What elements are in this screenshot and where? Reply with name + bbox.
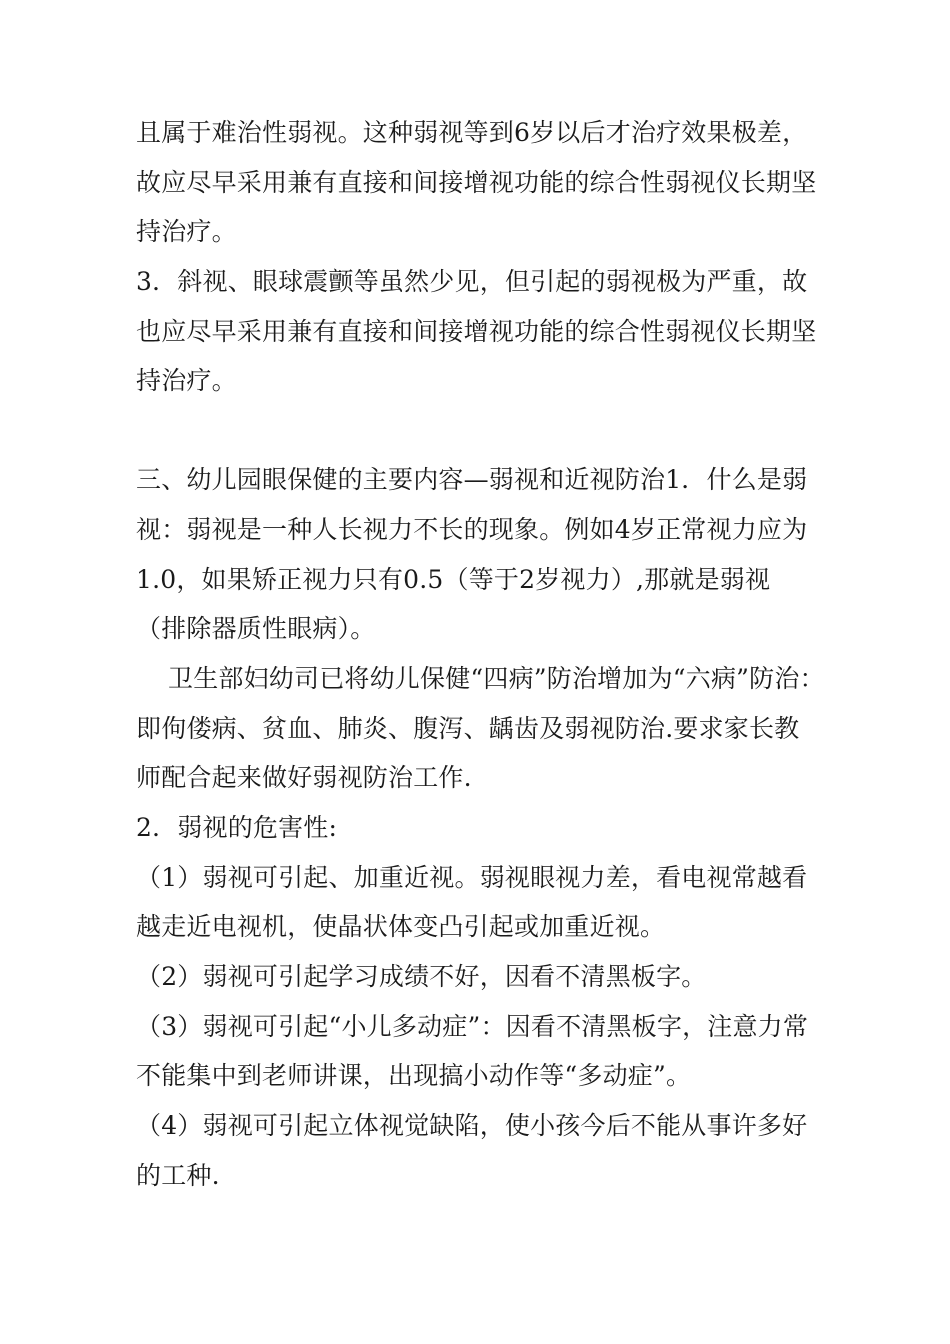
- text-line: （排除器质性眼病）。: [136, 614, 376, 643]
- section-heading-line: 三、幼儿园眼保健的主要内容—弱视和近视防治1．什么是弱: [136, 465, 808, 494]
- text-line: 即佝偻病、贫血、肺炎、腹泻、龋齿及弱视防治.要求家长教: [136, 714, 800, 743]
- list-item-line: （1）弱视可引起、加重近视。弱视眼视力差，看电视常越看: [136, 863, 808, 892]
- text-line: 持治疗。: [136, 217, 237, 246]
- subsection-heading-line: 2．弱视的危害性:: [136, 813, 338, 842]
- text-line: 视：弱视是一种人长视力不长的现象。例如4岁正常视力应为: [136, 515, 808, 544]
- text-line: 故应尽早采用兼有直接和间接增视功能的综合性弱视仪长期坚: [136, 168, 817, 197]
- text-line: 1.0，如果矫正视力只有0.5（等于2岁视力）,那就是弱视: [136, 565, 771, 594]
- text-line: 越走近电视机，使晶状体变凸引起或加重近视。: [136, 912, 666, 941]
- list-item-line: （4）弱视可引起立体视觉缺陷，使小孩今后不能从事许多好: [136, 1111, 808, 1140]
- text-line: 师配合起来做好弱视防治工作.: [136, 763, 472, 792]
- text-line: 不能集中到老师讲课，出现搞小动作等“多动症”。: [136, 1061, 692, 1090]
- text-line: 且属于难治性弱视。这种弱视等到6岁以后才治疗效果极差，: [136, 118, 808, 147]
- text-line: 也应尽早采用兼有直接和间接增视功能的综合性弱视仪长期坚: [136, 317, 817, 346]
- text-line: 卫生部妇幼司已将幼儿保健“四病”防治增加为“六病”防治：: [168, 664, 825, 693]
- text-line: 持治疗。: [136, 366, 237, 395]
- list-item-line: （3）弱视可引起“小儿多动症”：因看不清黑板字，注意力常: [136, 1012, 809, 1041]
- text-line: 3．斜视、眼球震颤等虽然少见，但引起的弱视极为严重，故: [136, 267, 808, 296]
- list-item-line: （2）弱视可引起学习成绩不好，因看不清黑板字。: [136, 962, 707, 991]
- text-line: 的工种.: [136, 1161, 220, 1190]
